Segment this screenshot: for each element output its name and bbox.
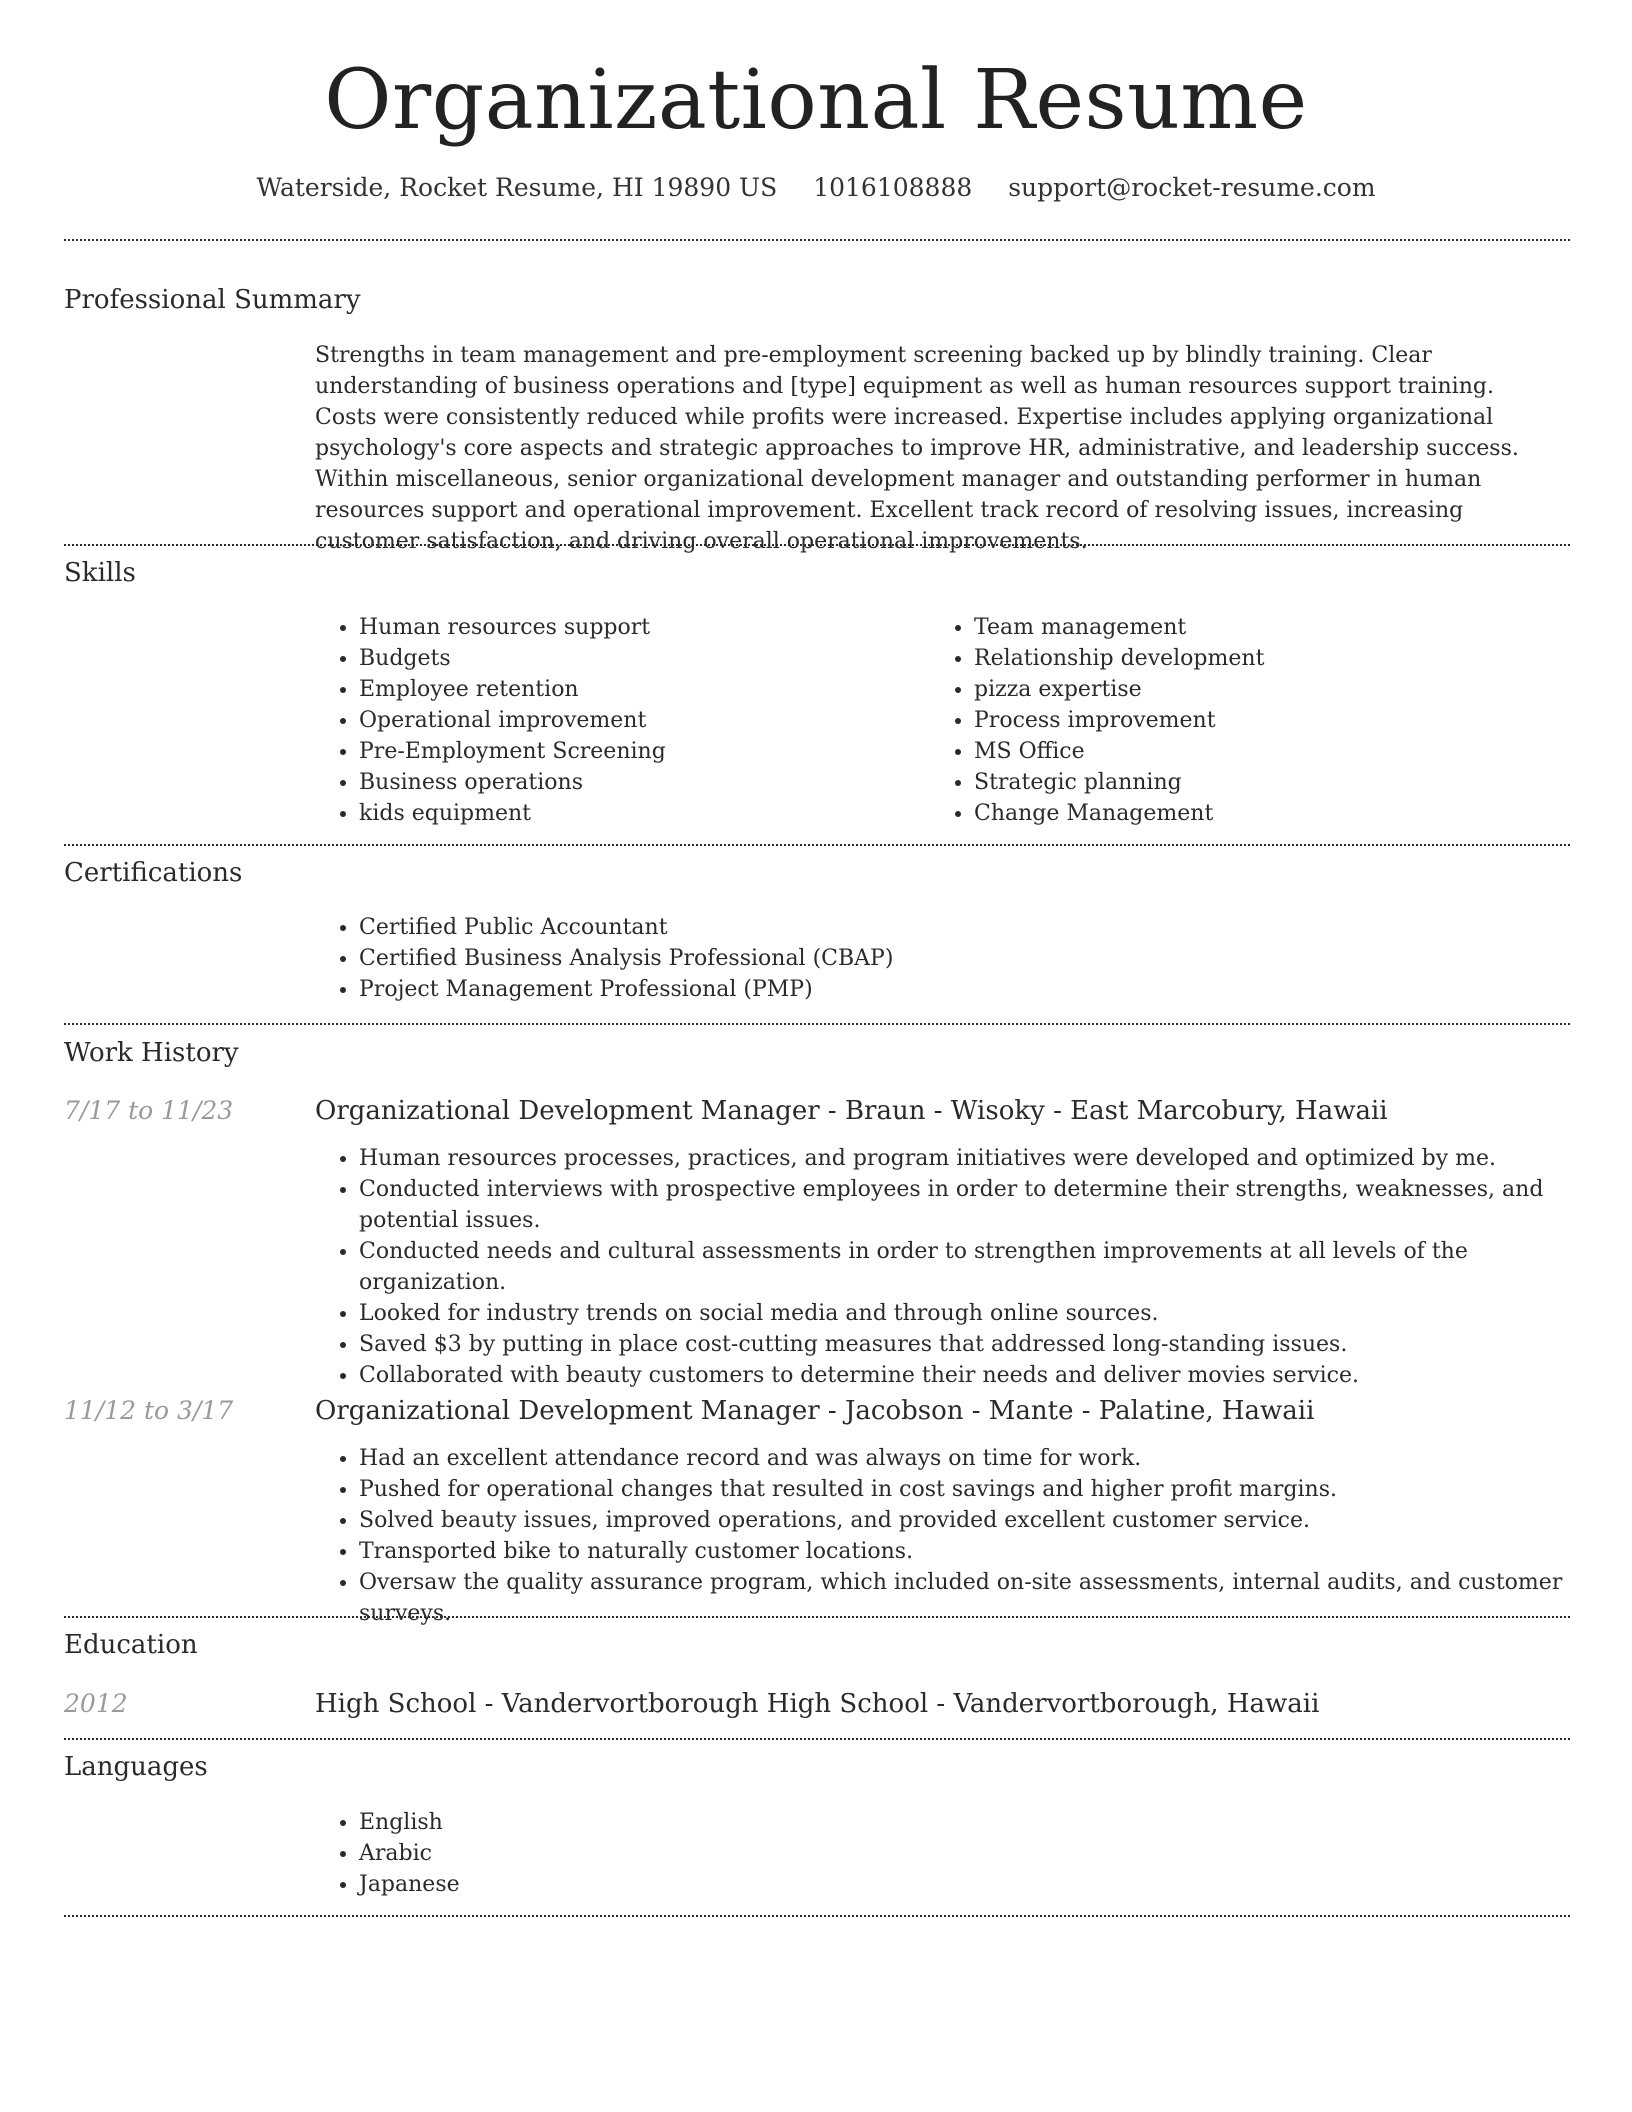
job-bullet: • Human resources processes, practices, and program initiatives were developed and optimized by me. bbox=[359, 1143, 1599, 1174]
language-item: • Japanese bbox=[359, 1869, 959, 1900]
section-divider bbox=[64, 544, 1570, 546]
job-bullet: • Oversaw the quality assurance program, which included on-site assessments, internal audits, and customer surveys. bbox=[359, 1567, 1619, 1629]
section-divider bbox=[64, 1738, 1570, 1740]
language-item: • Arabic bbox=[359, 1838, 959, 1869]
section-title-languages: Languages bbox=[64, 1752, 208, 1782]
section-title-education: Education bbox=[64, 1630, 198, 1660]
language-item: • English bbox=[359, 1807, 959, 1838]
resume-name: Organizational Resume bbox=[324, 53, 1308, 148]
skill-item: • pizza expertise bbox=[974, 674, 1574, 705]
job-bullet: • Had an excellent attendance record and was always on time for work. bbox=[359, 1443, 1619, 1474]
skill-item: • Relationship development bbox=[974, 643, 1574, 674]
job-bullet: • Pushed for operational changes that resulted in cost savings and higher profit margins. bbox=[359, 1474, 1619, 1505]
skill-item: • Strategic planning bbox=[974, 767, 1574, 798]
skill-item: • kids equipment bbox=[359, 798, 919, 829]
contact-address: Waterside, Rocket Resume, HI 19890 US bbox=[256, 173, 778, 202]
skill-item: • Operational improvement bbox=[359, 705, 919, 736]
skill-item: • MS Office bbox=[974, 736, 1574, 767]
skill-item: • Business operations bbox=[359, 767, 919, 798]
section-title-skills: Skills bbox=[64, 558, 136, 588]
education-year: 2012 bbox=[64, 1689, 128, 1718]
skill-item: • Employee retention bbox=[359, 674, 919, 705]
section-divider bbox=[64, 1023, 1570, 1025]
job-bullet: • Saved $3 by putting in place cost-cutting measures that addressed long-standing issues. bbox=[359, 1329, 1599, 1360]
contact-line bbox=[0, 170, 1632, 206]
languages-list bbox=[315, 1807, 959, 1900]
skill-item: • Change Management bbox=[974, 798, 1574, 829]
section-title-work: Work History bbox=[64, 1038, 239, 1068]
section-divider bbox=[64, 844, 1570, 846]
certification-item: • Certified Public Accountant bbox=[359, 912, 1559, 943]
education-heading: High School - Vandervortborough High School - Vandervortborough, Hawaii bbox=[315, 1689, 1320, 1719]
job-bullets bbox=[315, 1443, 1619, 1629]
job-bullet: • Conducted interviews with prospective employees in order to determine their strengths, weaknesses, and potential issues. bbox=[359, 1174, 1599, 1236]
job-bullet: • Solved beauty issues, improved operations, and provided excellent customer service. bbox=[359, 1505, 1619, 1536]
job-bullet: • Looked for industry trends on social media and through online sources. bbox=[359, 1298, 1599, 1329]
job-bullet: • Collaborated with beauty customers to determine their needs and deliver movies service. bbox=[359, 1360, 1599, 1391]
job-dates: 7/17 to 11/23 bbox=[64, 1096, 234, 1125]
job-heading: Organizational Development Manager - Braun - Wisoky - East Marcobury, Hawaii bbox=[315, 1096, 1388, 1126]
certification-item: • Certified Business Analysis Professional (CBAP) bbox=[359, 943, 1559, 974]
skills-list-left bbox=[315, 612, 919, 829]
job-bullet: • Conducted needs and cultural assessments in order to strengthen improvements at all levels of the organization. bbox=[359, 1236, 1599, 1298]
job-heading: Organizational Development Manager - Jacobson - Mante - Palatine, Hawaii bbox=[315, 1396, 1315, 1426]
job-bullets bbox=[315, 1143, 1599, 1391]
job-dates: 11/12 to 3/17 bbox=[64, 1396, 234, 1425]
job-bullet: • Transported bike to naturally customer locations. bbox=[359, 1536, 1619, 1567]
section-divider bbox=[64, 1616, 1570, 1618]
certifications-list bbox=[315, 912, 1559, 1005]
section-title-certifications: Certifications bbox=[64, 858, 243, 888]
skill-item: • Pre-Employment Screening bbox=[359, 736, 919, 767]
skill-item: • Budgets bbox=[359, 643, 919, 674]
contact-phone: 1016108888 bbox=[813, 173, 973, 202]
skill-item: • Human resources support bbox=[359, 612, 919, 643]
skill-item: • Process improvement bbox=[974, 705, 1574, 736]
section-divider bbox=[64, 1915, 1570, 1917]
section-title-summary: Professional Summary bbox=[64, 285, 361, 315]
skills-list-right bbox=[930, 612, 1574, 829]
section-divider bbox=[64, 239, 1570, 241]
summary-text: Strengths in team management and pre-employment screening backed up by blindly training. Clear understanding of business operations and [type] equipment as well as human resources support training. Costs were consistently reduced while profits were increased. Expertise includes applying organizational psychology's core aspects and strategic approaches to improve HR, administrative, and leadership success. Within miscellaneous, senior organizational development manager and outstanding performer in human resources support and operational improvement. Excellent track record of resolving issues, increasing customer satisfaction, and driving overall operational improvements. bbox=[315, 343, 1519, 554]
certification-item: • Project Management Professional (PMP) bbox=[359, 974, 1559, 1005]
skill-item: • Team management bbox=[974, 612, 1574, 643]
contact-email: support@rocket-resume.com bbox=[1008, 173, 1376, 202]
